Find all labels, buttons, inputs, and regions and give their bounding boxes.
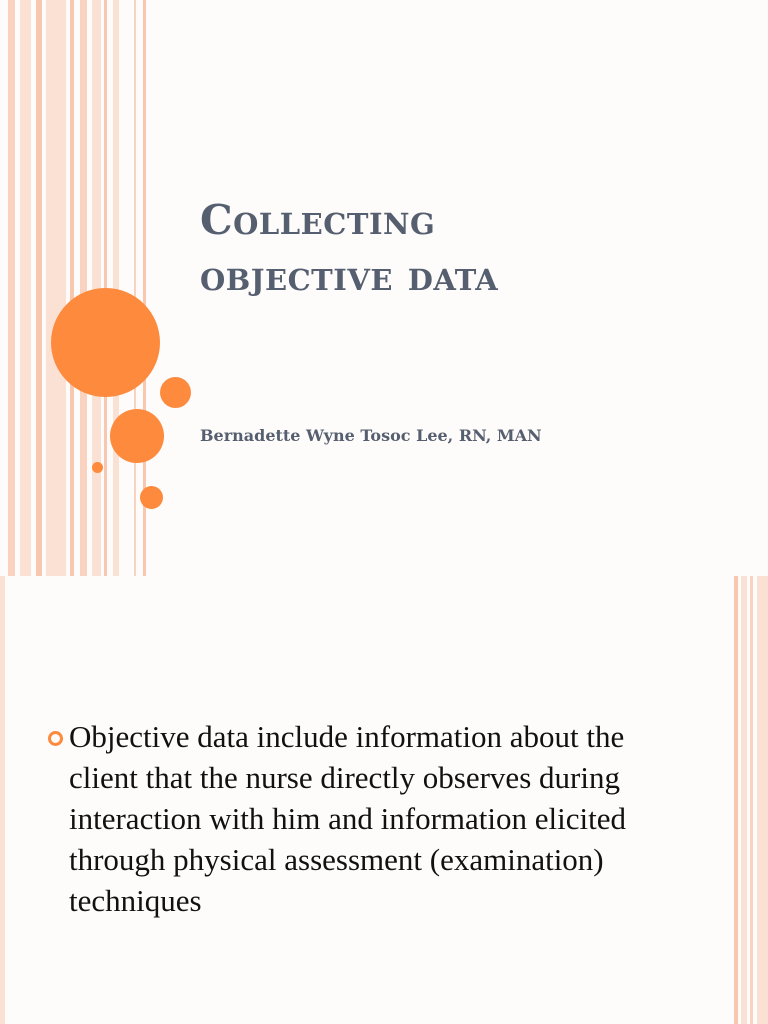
tiny-orange-circle	[92, 462, 103, 473]
stripe	[20, 0, 31, 576]
bullet-text: Objective data include information about the client that the nurse directly observes during interaction with him and information elicited through physical assessment (examination) techniques	[69, 719, 626, 918]
slide-title	[200, 192, 740, 304]
decorative-stripes	[0, 0, 150, 576]
right-stripe	[750, 576, 753, 1024]
small-orange-circle	[140, 486, 163, 509]
author-subtitle: Bernadette Wyne Tosoc Lee, RN, MAN	[200, 426, 542, 445]
content-slide	[0, 576, 768, 1024]
stripe	[134, 0, 136, 576]
left-accent-line	[0, 576, 5, 1024]
stripe	[36, 0, 42, 576]
right-stripe	[734, 576, 738, 1024]
title-line-2: objective data	[200, 252, 499, 300]
circle-bullet-icon	[48, 731, 63, 746]
right-stripe	[757, 576, 768, 1024]
stripe	[70, 0, 74, 576]
title-line-1: Collecting	[200, 196, 436, 244]
bullet-item	[44, 716, 644, 921]
medium-orange-circle	[110, 409, 164, 463]
stripe	[46, 0, 66, 576]
right-stripe	[741, 576, 747, 1024]
stripe	[8, 0, 15, 576]
stripe	[80, 0, 87, 576]
large-orange-circle	[51, 288, 160, 397]
small-orange-circle	[160, 377, 191, 408]
